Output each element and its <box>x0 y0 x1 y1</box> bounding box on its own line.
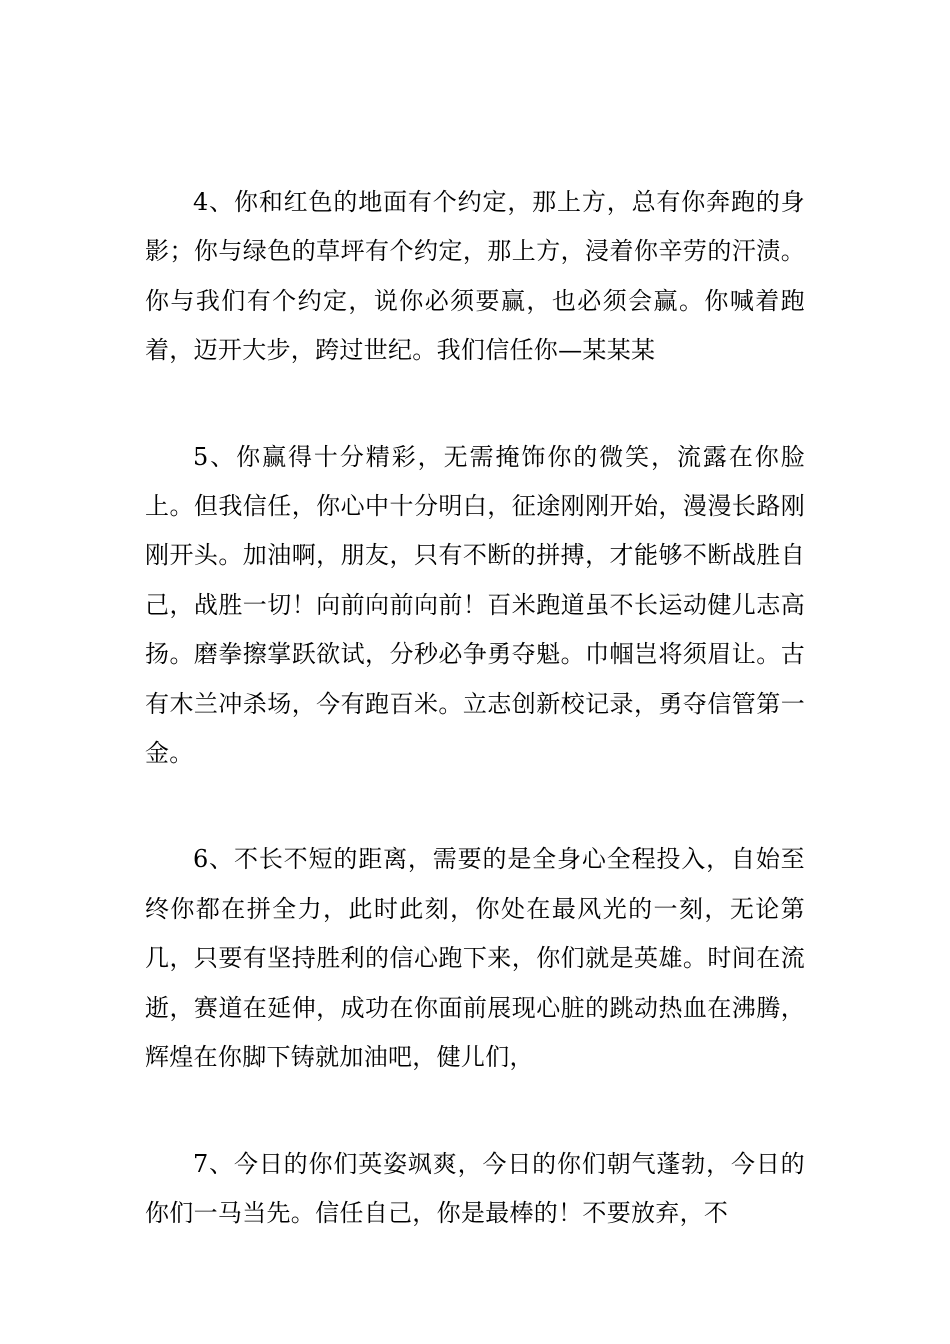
document-body <box>145 178 805 1295</box>
paragraph-7: 7、今日的你们英姿飒爽，今日的你们朝气蓬勃，今日的你们一马当先。信任自己，你是最棒的！不要放弃，不 <box>145 1149 805 1227</box>
paragraph-6: 6、不长不短的距离，需要的是全身心全程投入，自始至终你都在拼全力，此时此刻，你处在最风光的一刻，无论第几，只要有坚持胜利的信心跑下来，你们就是英雄。时间在流逝，赛道在延伸，成功在你面前展现心脏的跳动热血在沸腾，辉煌在你脚下铸就加油吧，健儿们， <box>145 845 805 1072</box>
paragraph-5: 5、你赢得十分精彩，无需掩饰你的微笑，流露在你脸上。但我信任，你心中十分明白，征途刚刚开始，漫漫长路刚刚开头。加油啊，朋友，只有不断的拼搏，才能够不断战胜自己，战胜一切！向前向前向前！百米跑道虽不长运动健儿志高扬。磨拳擦掌跃欲试，分秒必争勇夺魁。巾帼岂将须眉让。古有木兰冲杀场，今有跑百米。立志创新校记录，勇夺信管第一金。 <box>145 442 805 768</box>
paragraph-4: 4、你和红色的地面有个约定，那上方，总有你奔跑的身影；你与绿色的草坪有个约定，那上方，浸着你辛劳的汗渍。你与我们有个约定，说你必须要赢，也必须会赢。你喊着跑着，迈开大步，跨过世纪。我们信任你—某某某 <box>145 188 805 365</box>
